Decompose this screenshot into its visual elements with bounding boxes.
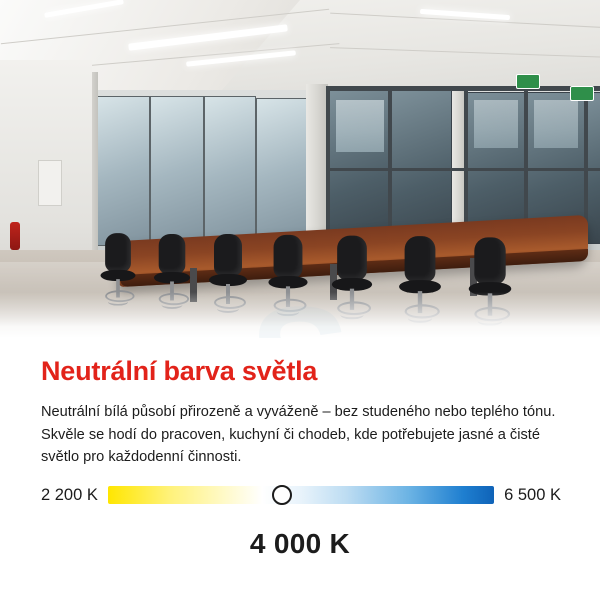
color-temperature-slider[interactable] bbox=[41, 481, 561, 509]
window-header-rail bbox=[326, 86, 600, 91]
text-section bbox=[0, 338, 600, 600]
slider-track[interactable] bbox=[108, 486, 494, 504]
page-title: Neutrální barva světla bbox=[41, 356, 318, 386]
window-glare bbox=[474, 100, 518, 148]
slider-knob[interactable] bbox=[272, 485, 292, 505]
window-mid-rail bbox=[326, 168, 600, 171]
description-text: Neutrální bílá působí přirozeně a vyváženě – bez studeného nebo teplého tónu. Skvěle se hodí do pracoven, kuchyní či chodeb, kde potřebujete jasné a čisté světlo pro každodenní činnosti. bbox=[41, 404, 556, 466]
fire-extinguisher bbox=[10, 222, 20, 250]
slider-max-label: 6 500 K bbox=[504, 485, 561, 504]
slider-min-label: 2 200 K bbox=[41, 485, 98, 504]
wall-panel-box bbox=[38, 160, 62, 206]
selected-temperature-value: 4 000 K bbox=[249, 528, 351, 559]
glass-partition bbox=[150, 96, 204, 246]
glass-partition bbox=[256, 98, 308, 244]
window-glare bbox=[534, 100, 578, 148]
window-glare bbox=[336, 100, 384, 152]
exit-sign-icon bbox=[516, 74, 540, 89]
photo-bottom-fade bbox=[0, 292, 600, 338]
glass-partition bbox=[204, 96, 256, 246]
glass-partition bbox=[96, 96, 150, 246]
exit-sign-icon bbox=[570, 86, 594, 101]
